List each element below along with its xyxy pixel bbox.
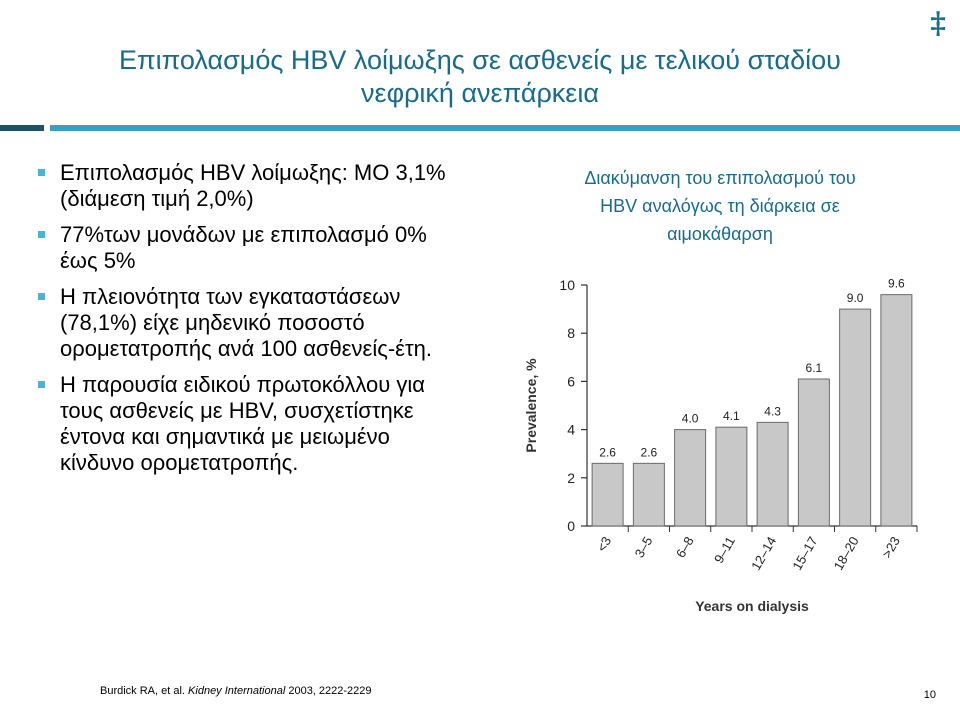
citation-journal: Kidney International <box>188 685 286 697</box>
bar <box>675 430 706 526</box>
bar-value-label: 9.6 <box>888 276 905 291</box>
slide-title-line-2: νεφρική ανεπάρκεια <box>361 78 599 108</box>
x-tick-label: <3 <box>593 534 615 555</box>
slide-title-line-1: Επιπολασμός HBV λοίμωξης σε ασθενείς με τελικού σταδίου <box>119 45 841 75</box>
bar <box>757 422 788 526</box>
page-number: 10 <box>923 689 936 701</box>
chart-caption-line-3: αιμοκάθαρση <box>667 224 773 244</box>
chart-caption-line-1: Διακύμανση του επιπολασμού του <box>584 168 856 188</box>
y-tick-label: 8 <box>567 325 575 342</box>
citation-authors: Burdick RA, et al. <box>100 685 189 697</box>
bar-value-label: 2.6 <box>640 445 658 460</box>
bar-value-label: 4.1 <box>723 409 740 424</box>
bullet-text: Η πλειονότητα των εγκαταστάσεων (78,1%) είχε μηδενικό ποσοστό ορομετατροπής ανά 100 ασθενείς-έτη. <box>60 284 433 361</box>
bar <box>592 463 623 526</box>
y-tick-label: 4 <box>567 421 575 438</box>
bar-value-label: 6.1 <box>805 360 823 375</box>
x-tick-label: 12–14 <box>748 534 780 573</box>
bar <box>798 379 829 526</box>
chart-caption-line-2: HBV αναλόγως τη διάρκεια σε <box>600 196 840 216</box>
bar-value-label: 9.0 <box>846 291 864 306</box>
bar <box>633 463 664 526</box>
y-axis-title: Prevalence, % <box>523 358 539 453</box>
bar-value-label: 4.0 <box>681 411 699 426</box>
x-tick-label: 3–5 <box>631 534 656 561</box>
bullet-text: Η παρουσία ειδικού πρωτοκόλλου για τους ασθενείς με HBV, συσχετίστηκε έντονα και σημαντικά με μειωμένο κίνδυνο ορομετατροπής. <box>60 372 425 475</box>
x-tick-label: 18–20 <box>830 534 862 573</box>
citation-rest: 2003, 2222-2229 <box>285 685 372 697</box>
y-tick-label: 2 <box>567 469 575 486</box>
y-tick-label: 0 <box>567 518 575 534</box>
bullet-text: 77%των μονάδων με επιπολασμό 0% έως 5% <box>60 222 427 273</box>
citation <box>100 685 372 697</box>
bar-value-label: 2.6 <box>599 445 616 460</box>
bar <box>716 427 747 526</box>
y-tick-label: 10 <box>559 277 575 293</box>
y-tick-label: 6 <box>567 373 575 390</box>
dagger-symbol: ‡ <box>930 6 946 41</box>
x-tick-label: >23 <box>878 534 903 561</box>
x-tick-label: 15–17 <box>789 534 821 573</box>
bar <box>881 295 912 526</box>
x-tick-label: 9–11 <box>710 534 738 566</box>
bullet-text: Επιπολασμός HBV λοίμωξης: ΜΟ 3,1% (διάμεση τιμή 2,0%) <box>60 160 446 211</box>
bar <box>840 309 871 526</box>
bar-value-label: 4.3 <box>764 404 781 419</box>
x-axis-title: Years on dialysis <box>695 598 809 614</box>
x-tick-label: 6–8 <box>672 534 697 561</box>
